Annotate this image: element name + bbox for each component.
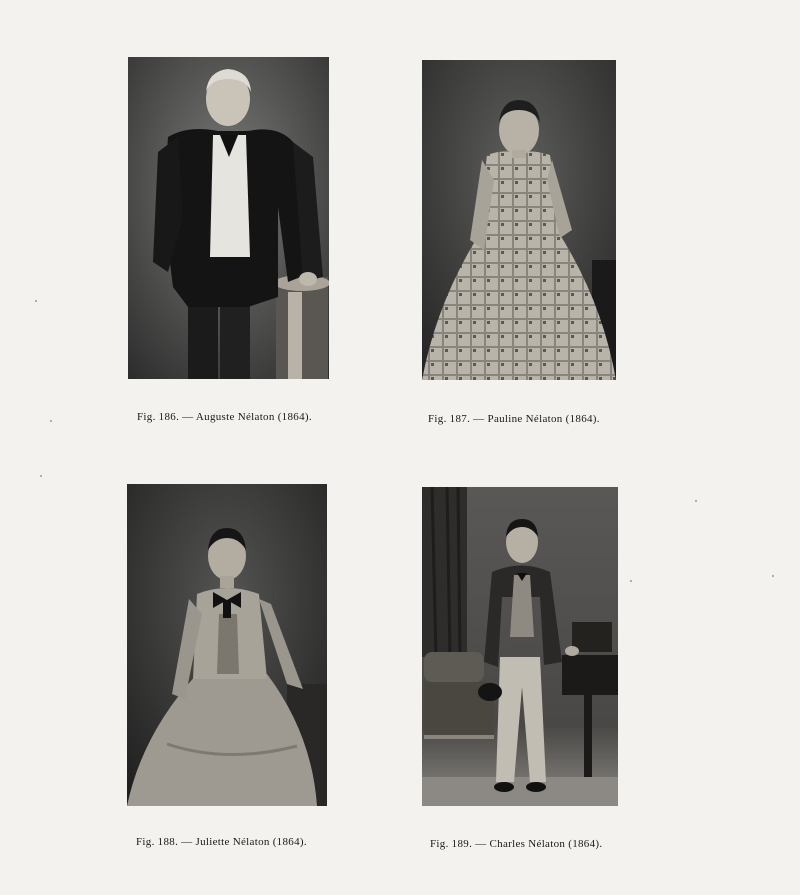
paper-speck [40, 475, 42, 477]
figure-caption-187: Fig. 187. — Pauline Nélaton (1864). [428, 413, 600, 425]
paper-speck [50, 420, 52, 422]
paper-speck [772, 575, 774, 577]
figure-caption-186: Fig. 186. — Auguste Nélaton (1864). [137, 411, 312, 423]
paper-speck [695, 500, 697, 502]
portrait-photo-charles [422, 487, 618, 806]
portrait-photo-pauline [422, 60, 616, 380]
paper-speck [630, 580, 632, 582]
portrait-photo-juliette [127, 484, 327, 806]
figure-caption-188: Fig. 188. — Juliette Nélaton (1864). [136, 836, 307, 848]
paper-speck [35, 300, 37, 302]
portrait-photo-auguste [128, 57, 329, 379]
figure-caption-189: Fig. 189. — Charles Nélaton (1864). [430, 838, 603, 850]
